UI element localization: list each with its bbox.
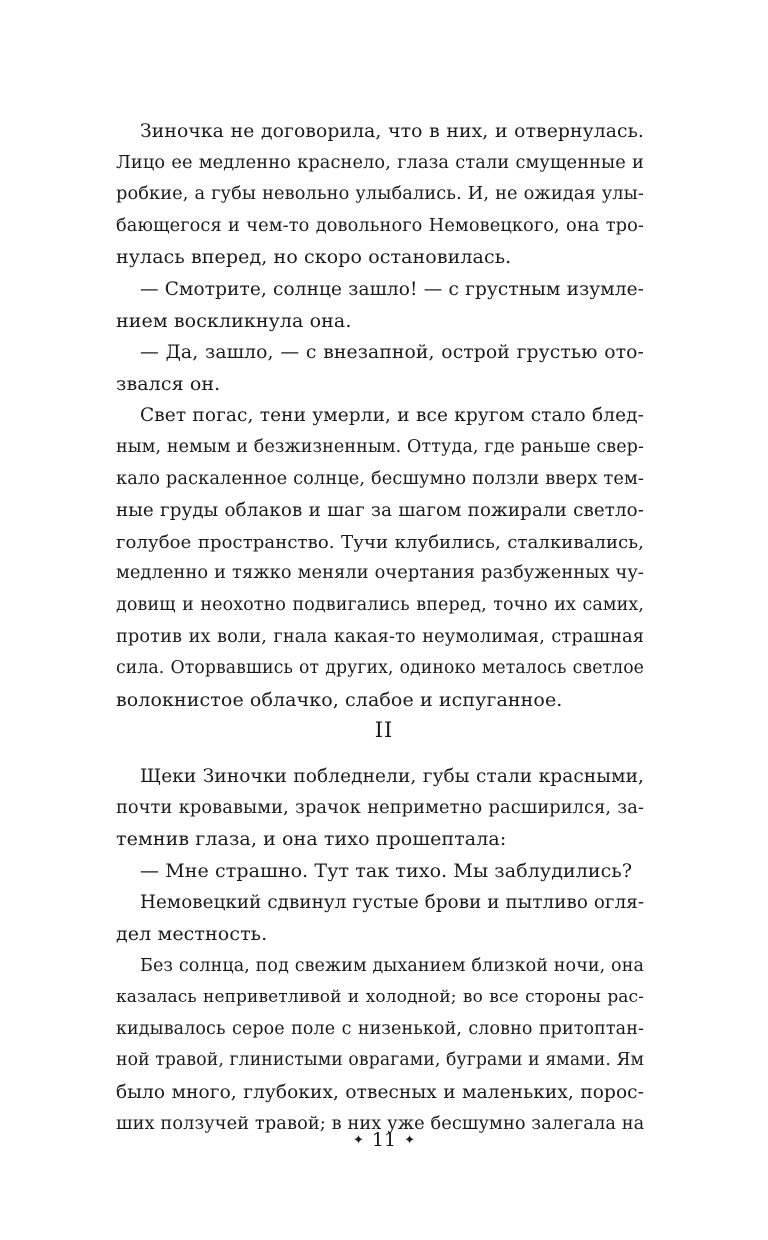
text-line: — Смотрите, солнце зашло! — с грустным изумле-: [140, 278, 644, 300]
text-line: довищ и неохотно подвигались вперед, точно их самих,: [116, 594, 644, 615]
text-line: волокнистое облачко, слабое и испуганное.: [116, 688, 563, 711]
text-line: Без солнца, под свежим дыханием близкой ночи, она: [140, 955, 644, 976]
text-line: нулась вперед, но скоро остановилась.: [116, 246, 512, 269]
text-line: дел местность.: [116, 922, 268, 945]
text-block-bottom: [116, 761, 644, 1140]
text-line: Щеки Зиночки побледнели, губы стали красными,: [140, 766, 644, 787]
text-line: медленно и тяжко меняли очертания разбуженных чу-: [116, 563, 644, 584]
text-line: голубое пространство. Тучи клубились, сталкивались,: [116, 531, 644, 553]
text-line: нием воскликнула она.: [116, 309, 352, 332]
text-line: сила. Оторвавшись от других, одиноко металось светлое: [116, 658, 644, 679]
chapter-heading: II: [374, 718, 394, 742]
text-line: звался он.: [116, 372, 221, 395]
text-line: Свет погас, тени умерли, и все кругом стало блед-: [140, 405, 644, 427]
text-line: ной травой, глинистыми оврагами, буграми и ямами. Ям: [116, 1050, 645, 1071]
text-line: робкие, а губы невольно улыбались. И, не ожидая улы-: [116, 184, 644, 205]
ornament-left-icon: ✦: [353, 1133, 364, 1148]
text-line: Немовецкий сдвинул густые брови и пытливо огля-: [140, 892, 645, 914]
text-line: ным, немым и безжизненным. Оттуда, где раньше свер-: [116, 436, 644, 457]
text-line: — Да, зашло, — с внезапной, острой грустью ото-: [140, 342, 644, 364]
text-line: ные груды облаков и шаг за шагом пожирали светло-: [116, 500, 644, 522]
text-line: почти кровавыми, зрачок неприметно расширился, за-: [116, 797, 644, 818]
text-line: темнив глаза, и она тихо прошептала:: [116, 828, 507, 851]
text-line: было много, глубоких, отвесных и маленьких, порос-: [116, 1081, 644, 1103]
text-line: против их воли, гнала какая-то неумолимая, страшная: [116, 626, 644, 647]
page-folio: [0, 1125, 768, 1156]
text-line: кало раскаленное солнце, бесшумно ползли вверх тем-: [116, 468, 644, 489]
text-line: Лицо ее медленно краснело, глаза стали смущенные и: [116, 152, 644, 173]
text-block-top: [116, 116, 644, 716]
ornament-right-icon: ✦: [404, 1133, 415, 1148]
text-line: Зиночка не договорила, что в них, и отвернулась.: [140, 121, 644, 142]
text-line: кидывалось серое поле с низенькой, словно притоптан-: [116, 1018, 644, 1039]
text-line: ших ползучей травой; в них уже бесшумно залегала на: [116, 1113, 645, 1134]
text-line: бающегося и чем-то довольного Немовецкого, она тро-: [116, 215, 644, 236]
page-number: 11: [371, 1129, 397, 1151]
text-line: казалась неприветливой и холодной; во все стороны рас-: [116, 987, 644, 1008]
text-line: — Мне страшно. Тут так тихо. Мы заблудились?: [140, 859, 633, 882]
